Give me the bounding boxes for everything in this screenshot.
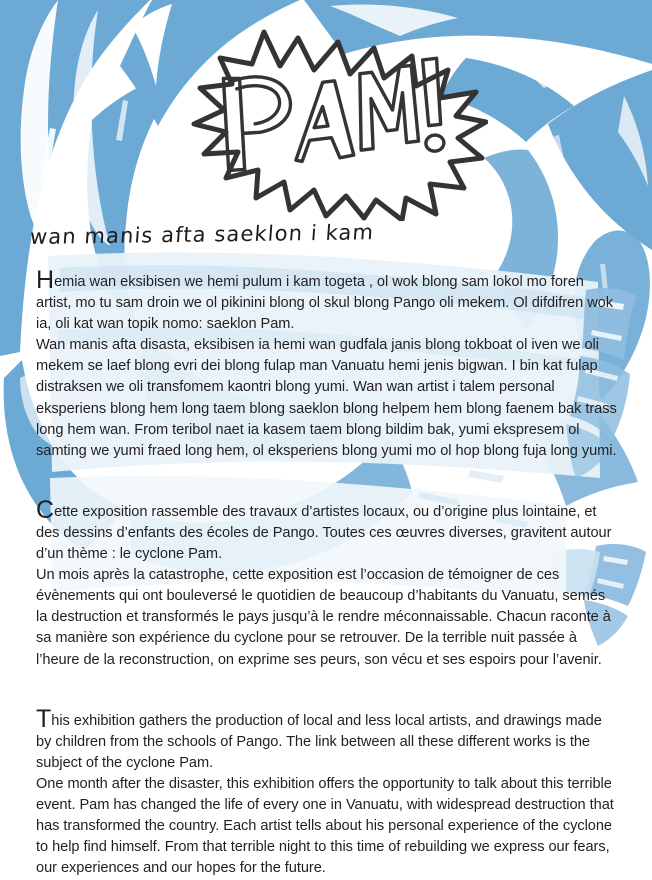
paragraph-block-french — [36, 495, 618, 671]
paragraph-block-english — [36, 704, 618, 880]
bislama-paragraph-2: Wan manis afta disasta, eksibisen ia hemi wan gudfala janis blong tokboat ol iven we oli mekem se laef blong evri dei blong fulap man Vanuatu hemi jenis bigwan. I bin kat fulap distraksen we oli transfomem kaontri blong yumi. Wan wan artist i talem personal eksperiens blong hem long taem blong saeklon blong helpem hem blong faenem bak trass long hem wan. From teribol naet ia kasem taem blong bildim bak, yumi ekspresem ol samting we yumi fraed long hem, ol eksperiens blong yumi mo ol hop blong fuja long yumi. — [36, 337, 617, 459]
subtitle — [30, 216, 460, 256]
starburst-badge-icon — [168, 26, 488, 221]
french-paragraph-1 — [36, 495, 618, 565]
english-paragraph-2: One month after the disaster, this exhibition offers the opportunity to talk about this terrible event. Pam has changed the life of every one in Vanuatu, with widespread destruction that has transformed the country. Each artist tells about his personal experience of the cyclone to help find himself. From that terrible night to this time of rebuilding we express our fears, our experiences and our hopes for the future. — [36, 775, 614, 877]
dropcap-french: C — [36, 495, 55, 524]
text-column — [36, 266, 618, 879]
pam-starburst-logo — [168, 26, 488, 221]
subtitle-text: wan manis afta saeklon i kam — [29, 219, 376, 249]
bislama-paragraph-1 — [36, 266, 618, 335]
english-paragraph-1-text: his exhibition gathers the production of local and less local artists, and drawings made by children from the schools of Pango. The link between all these different works is the subject of the cyclone Pam. — [36, 712, 602, 771]
paragraph-block-bislama — [36, 266, 618, 462]
dropcap-english: T — [36, 704, 52, 733]
dropcap-bislama: H — [36, 266, 55, 294]
french-paragraph-2: Un mois après la catastrophe, cette exposition est l’occasion de témoigner de ces évènements qui ont bouleversé le quotidien de beaucoup d’habitants du Vanuatu, semés la destruction et transformés le pays jusqu’à le rendre méconnaissable. Chacun raconte à sa manière son expérience du cyclone pour se retrouver. De la terrible nuit passée à l’heure de la reconstruction, on exprime ses peurs, son vécu et ses espoirs pour l’avenir. — [36, 567, 611, 668]
subtitle-handwriting — [30, 216, 460, 256]
french-paragraph-1-text: ette exposition rassemble des travaux d’artistes locaux, ou d’origine plus lointaine, et des dessins d’enfants des écoles de Pango. Toutes ces œuvres diverses, gravitent autour d’un thème : le cyclone Pam. — [36, 503, 612, 563]
english-paragraph-1 — [36, 704, 618, 774]
bislama-paragraph-1-text: emia wan eksibisen we hemi pulum i kam togeta , ol wok blong sam lokol mo foren artist, mo tu sam droin we ol pikinini blong ol skul blong Pango oli mekem. Ol difdifren wok ia, oli kat wan topik nomo: saeklon Pam. — [36, 274, 613, 333]
